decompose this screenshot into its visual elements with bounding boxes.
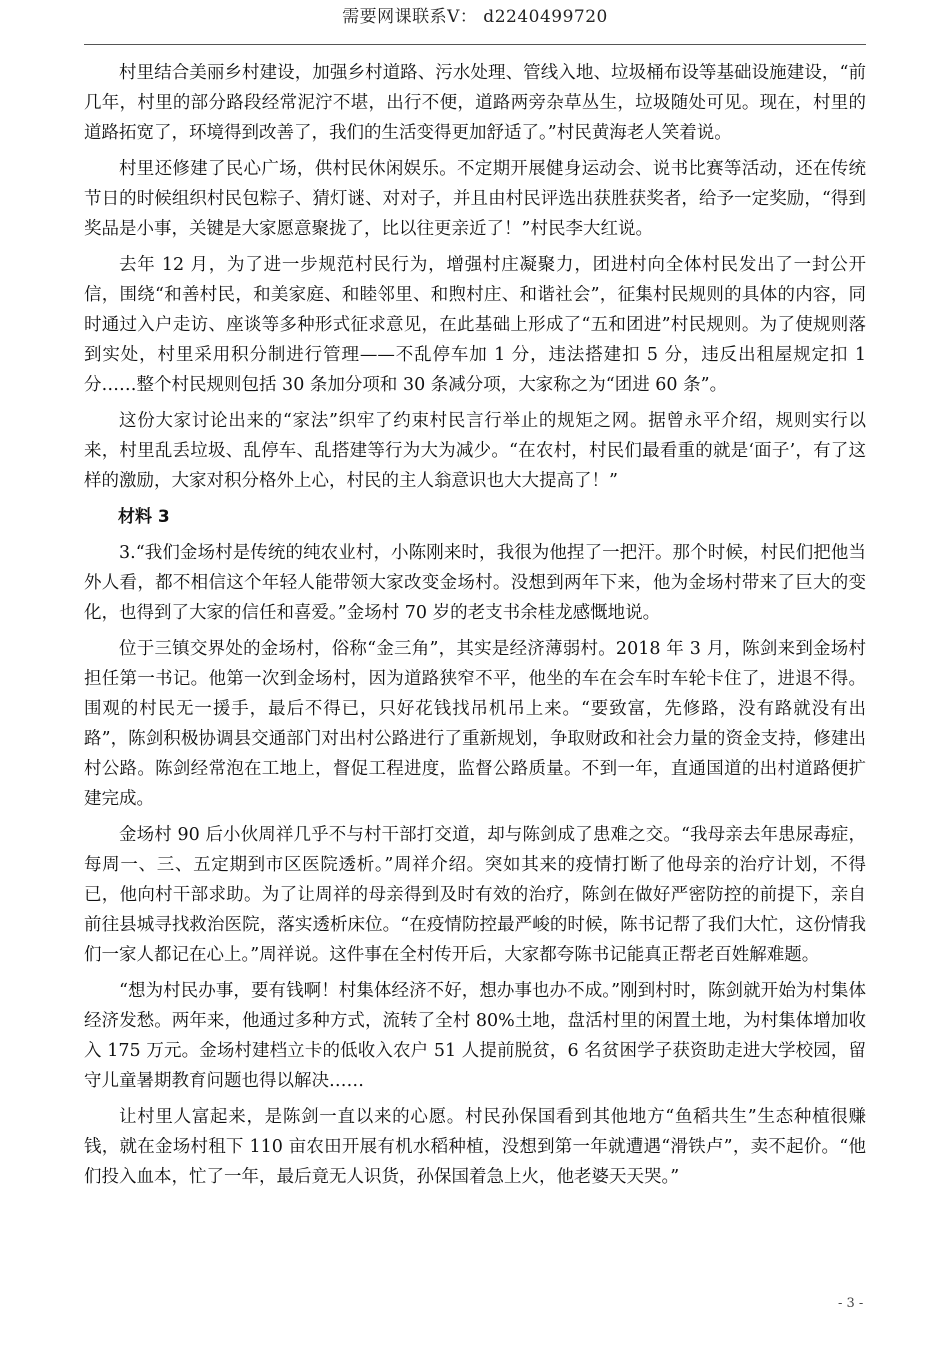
header-divider (84, 44, 866, 45)
paragraph: 位于三镇交界处的金场村，俗称“金三角”，其实是经济薄弱村。2018 年 3 月，陈剑来到金场村担任第一书记。他第一次到金场村，因为道路狭窄不平，他坐的车在会车时车轮卡住了，进退不得。围观的村民无一援手，最后不得已，只好花钱找吊机吊上来。“要致富，先修路，没有路就没有出路”，陈剑积极协调县交通部门对出村公路进行了重新规划，争取财政和社会力量的资金支持，修建出村公路。陈剑经常泡在工地上，督促工程进度，监督公路质量。不到一年，直通国道的出村道路便扩建完成。 (84, 639, 866, 809)
document-body (84, 58, 866, 1198)
page-number: - 3 - (838, 1296, 864, 1311)
paragraph: 让村里人富起来，是陈剑一直以来的心愿。村民孙保国看到其他地方“鱼稻共生”生态种植很赚钱，就在金场村租下 110 亩农田开展有机水稻种植，没想到第一年就遭遇“滑铁卢”，卖不起价。“他们投入血本，忙了一年，最后竟无人识货，孙保国着急上火，他老婆天天哭。” (84, 1107, 866, 1187)
paragraph: 去年 12 月，为了进一步规范村民行为，增强村庄凝聚力，团进村向全体村民发出了一封公开信，围绕“和善村民，和美家庭、和睦邻里、和煦村庄、和谐社会”，征集村民规则的具体的内容，同时通过入户走访、座谈等多种形式征求意见，在此基础上形成了“五和团进”村民规则。为了使规则落到实处，村里采用积分制进行管理——不乱停车加 1 分，违法搭建扣 5 分，违反出租屋规定扣 1 分……整个村民规则包括 30 条加分项和 30 条减分项，大家称之为“团进 60 条”。 (84, 255, 866, 395)
paragraph: 金场村 90 后小伙周祥几乎不与村干部打交道，却与陈剑成了患难之交。“我母亲去年患尿毒症，每周一、三、五定期到市区医院透析。”周祥介绍。突如其来的疫情打断了他母亲的治疗计划，不得已，他向村干部求助。为了让周祥的母亲得到及时有效的治疗，陈剑在做好严密防控的前提下，亲自前往县城寻找救治医院，落实透析床位。“在疫情防控最严峻的时候，陈书记帮了我们大忙，这份情我们一家人都记在心上。”周祥说。这件事在全村传开后，大家都夸陈书记能真正帮老百姓解难题。 (84, 825, 866, 965)
section-title: 材料 3 (118, 507, 170, 527)
paragraph: 这份大家讨论出来的“家法”织牢了约束村民言行举止的规矩之网。据曾永平介绍，规则实行以来，村里乱丢垃圾、乱停车、乱搭建等行为大为减少。“在农村，村民们最看重的就是‘面子’，有了这样的激励，大家对积分格外上心，村民的主人翁意识也大大提高了！” (84, 411, 866, 491)
paragraph: 村里结合美丽乡村建设，加强乡村道路、污水处理、管线入地、垃圾桶布设等基础设施建设，“前几年，村里的部分路段经常泥泞不堪，出行不便，道路两旁杂草丛生，垃圾随处可见。现在，村里的道路拓宽了，环境得到改善了，我们的生活变得更加舒适了。”村民黄海老人笑着说。 (84, 63, 866, 143)
paragraph: “想为村民办事，要有钱啊！村集体经济不好，想办事也办不成。”刚到村时，陈剑就开始为村集体经济发愁。两年来，他通过多种方式，流转了全村 80%土地，盘活村里的闲置土地，为村集体增加收入 175 万元。金场村建档立卡的低收入农户 51 人提前脱贫，6 名贫困学子获资助走进大学校园，留守儿童暑期教育问题也得以解决…… (84, 981, 866, 1091)
paragraph: 村里还修建了民心广场，供村民休闲娱乐。不定期开展健身运动会、说书比赛等活动，还在传统节日的时候组织村民包粽子、猜灯谜、对对子，并且由村民评选出获胜获奖者，给予一定奖励，“得到奖品是小事，关键是大家愿意聚拢了，比以往更亲近了！”村民李大红说。 (84, 159, 866, 239)
page-header: 需要网课联系V： d2240499720 (342, 7, 608, 27)
paragraph: 3.“我们金场村是传统的纯农业村，小陈刚来时，我很为他捏了一把汗。那个时候，村民们把他当外人看，都不相信这个年轻人能带领大家改变金场村。没想到两年下来，他为金场村带来了巨大的变化，也得到了大家的信任和喜爱。”金场村 70 岁的老支书余桂龙感慨地说。 (84, 543, 866, 623)
